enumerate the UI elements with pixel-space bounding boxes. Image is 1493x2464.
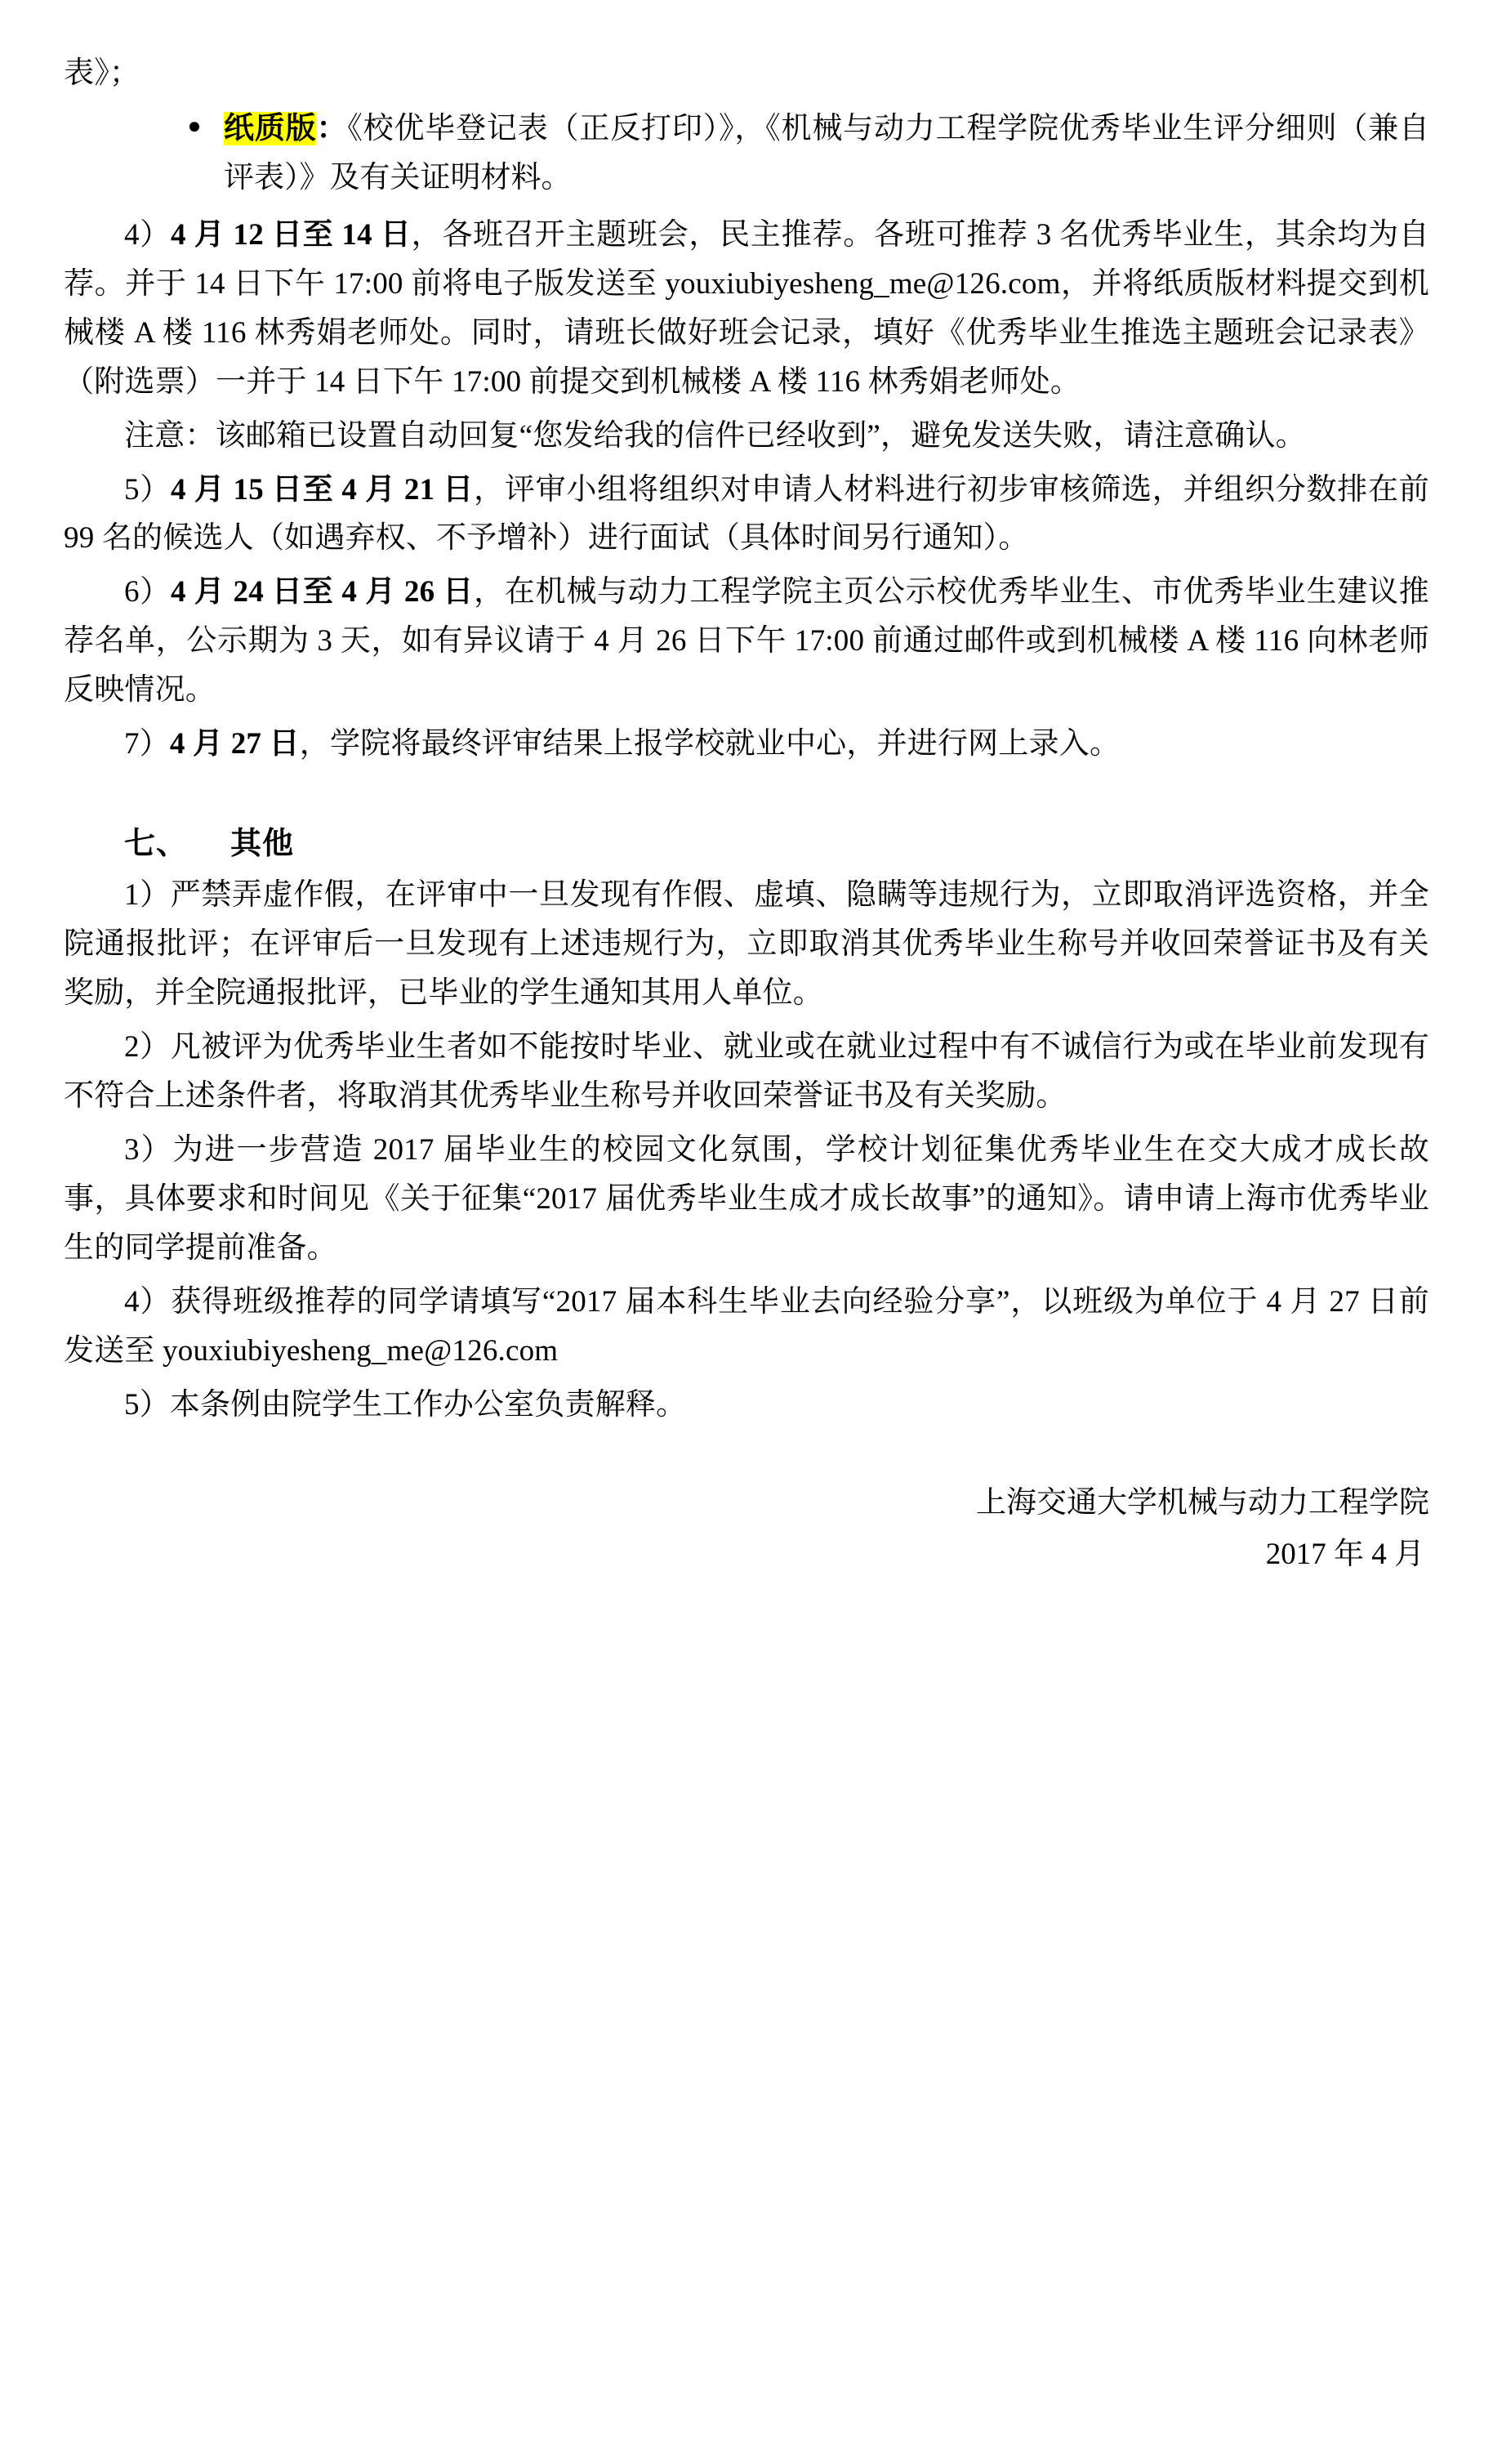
list-item-5 xyxy=(64,466,1429,564)
section-spacer xyxy=(64,774,1429,818)
section-item-3 xyxy=(64,1126,1429,1273)
continued-text-fragment: 表》； xyxy=(64,56,140,90)
section-item-2-text: 凡被评为优秀毕业生者如不能按时毕业、就业或在就业过程中有不诚信行为或在毕业前发现有不符合上述条件者，将取消其优秀毕业生称号并收回荣誉证书及有关奖励。 xyxy=(64,1029,1430,1113)
list-item-5-text: ，评审小组将组织对申请人材料进行初步审核筛选，并组织分数排在前 99 名的候选人（如遇弃权、不予增补）进行面试（具体时间另行通知）。 xyxy=(64,472,1429,556)
section-item-1 xyxy=(64,871,1429,1018)
list-item-7-number: 7） xyxy=(124,727,170,761)
bullet-colon: ： xyxy=(316,111,348,145)
section-item-5-number: 5） xyxy=(124,1387,170,1422)
section-item-3-text: 为进一步营造 2017 届毕业生的校园文化氛围，学校计划征集优秀毕业生在交大成才成长故事，具体要求和时间见《关于征集“2017 届优秀毕业生成才成长故事”的通知》。请申请上海市优秀毕业生的同学提前准备。 xyxy=(64,1132,1429,1265)
section-item-2 xyxy=(64,1023,1429,1121)
list-item-7-text: ，学院将最终评审结果上报学校就业中心，并进行网上录入。 xyxy=(299,727,1121,761)
section-item-4-text: 获得班级推荐的同学请填写“2017 届本科生毕业去向经验分享”，以班级为单位于 4 月 27 日前发送至 youxiubiyesheng_me@126.com xyxy=(64,1284,1429,1368)
list-item-4 xyxy=(64,211,1429,407)
section-item-5-text: 本条例由院学生工作办公室负责解释。 xyxy=(169,1387,687,1422)
section-title: 其他 xyxy=(230,827,295,862)
list-item-7 xyxy=(64,720,1429,769)
note-text: 注意：该邮箱已设置自动回复“您发给我的信件已经收到”，避免发送失败，请注意确认。 xyxy=(124,418,1306,453)
section-item-1-number: 1） xyxy=(124,878,171,913)
section-item-2-number: 2） xyxy=(124,1029,171,1064)
section-item-4 xyxy=(64,1278,1429,1376)
bullet-body-text: 《校优毕登记表（正反打印）》，《机械与动力工程学院优秀毕业生评分细则（兼自评表）》及有关证明材料。 xyxy=(224,111,1430,194)
list-item-6 xyxy=(64,568,1429,715)
section-item-1-text: 严禁弄虚作假，在评审中一旦发现有作假、虚填、隐瞒等违规行为，立即取消评选资格，并全院通报批评；在评审后一旦发现有上述违规行为，立即取消其优秀毕业生称号并收回荣誉证书及有关奖励，并全院通报批评，已毕业的学生通知其用人单位。 xyxy=(64,878,1430,1010)
bullet-list-item xyxy=(64,105,1429,203)
signature-block xyxy=(64,1478,1429,1581)
list-item-5-number: 5） xyxy=(124,472,172,507)
signature-organization: 上海交通大学机械与动力工程学院 xyxy=(976,1486,1429,1520)
bullet-item-content xyxy=(224,105,1429,203)
list-item-6-text: ，在机械与动力工程学院主页公示校优秀毕业生、市优秀毕业生建议推荐名单，公示期为 3 天，如有异议请于 4 月 26 日下午 17:00 前通过邮件或到机械楼 A 楼 116 向林老师反映情况。 xyxy=(64,575,1429,708)
highlighted-label: 纸质版 xyxy=(224,111,317,145)
list-item-4-number: 4） xyxy=(124,217,172,252)
list-item-5-date: 4 月 15 日至 4 月 21 日 xyxy=(171,472,475,507)
list-item-6-date: 4 月 24 日至 4 月 26 日 xyxy=(171,575,475,609)
section-item-4-number: 4） xyxy=(124,1284,172,1319)
list-item-4-date: 4 月 12 日至 14 日 xyxy=(171,217,412,252)
list-item-4-text: ，各班召开主题班会，民主推荐。各班可推荐 3 名优秀毕业生，其余均为自荐。并于 14 日下午 17:00 前将电子版发送至 youxiubiyesheng_me@126.com，并将纸质版材料提交到机械楼 A 楼 116 林秀娟老师处。同时，请班长做好班会记录，填好《优秀毕业生推选主题班会记录表》（附选票）一并于 14 日下午 17:00 前提交到机械楼 A 楼 116 林秀娟老师处。 xyxy=(64,217,1429,399)
bullet-dot-icon: ● xyxy=(187,113,202,139)
note-paragraph xyxy=(64,412,1429,461)
list-item-6-number: 6） xyxy=(124,575,172,609)
list-item-7-date: 4 月 27 日 xyxy=(169,727,300,761)
section-heading-seven xyxy=(64,818,1429,863)
signature-date: 2017 年 4 月 xyxy=(1265,1538,1424,1572)
section-number: 七、 xyxy=(124,827,189,862)
section-item-5 xyxy=(64,1381,1429,1430)
section-item-3-number: 3） xyxy=(124,1132,173,1167)
